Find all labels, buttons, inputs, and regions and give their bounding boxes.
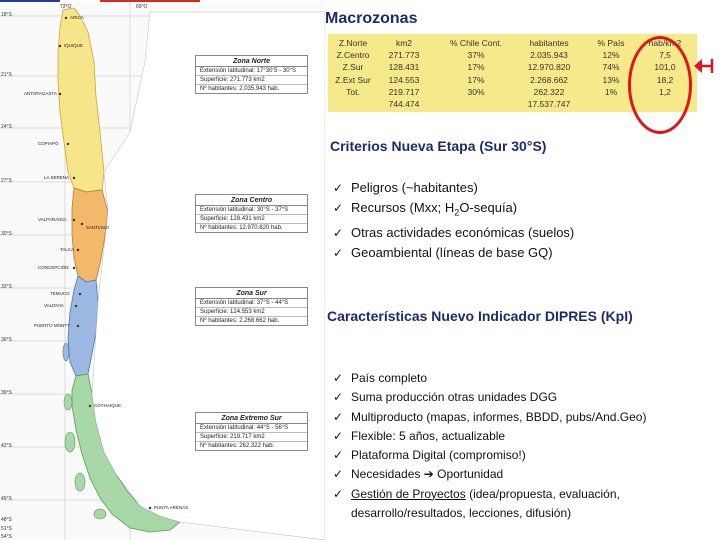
table-col-km2 <box>378 37 430 110</box>
list-item <box>333 408 713 427</box>
city-label: COPIAPÓ <box>38 141 59 146</box>
criterios-heading: Criterios Nueva Etapa (Sur 30°S) <box>330 138 547 154</box>
latitude-label: 51°S <box>1 526 12 532</box>
list-item <box>333 465 713 484</box>
criterios-list <box>333 178 574 264</box>
table-cell: 128.431 <box>388 62 420 73</box>
zona-centro-box <box>195 194 308 233</box>
list-item-text: Suma producción otras unidades DGG <box>351 390 558 405</box>
table-cell: 1% <box>604 86 618 97</box>
zone-line: Superficie: 271.773 km2 <box>196 76 307 85</box>
checkmark-icon: ✓ <box>333 246 344 261</box>
table-header: habitantes <box>529 38 569 48</box>
latitude-label: 39°S <box>1 390 12 396</box>
table-cell: 219.717 <box>388 86 420 97</box>
latitude-label: 54°S <box>1 534 12 540</box>
latitude-label: 27°S <box>1 178 12 184</box>
zona-sur-region <box>68 276 98 376</box>
table-cell: 18,2 <box>656 74 674 85</box>
city-label: ARICA <box>70 15 84 20</box>
latitude-label: 42°S <box>1 443 12 449</box>
highlight-oval <box>628 36 692 134</box>
checkmark-icon: ✓ <box>333 428 344 443</box>
city-label: TEMUCO <box>50 291 70 296</box>
city-label: CONCEPCIÓN <box>38 265 69 270</box>
list-item <box>333 485 713 524</box>
zona-norte-box <box>195 55 308 94</box>
caracteristicas-heading: Características Nuevo Indicador DIPRES (KpI) <box>327 308 633 324</box>
checkmark-icon: ✓ <box>333 467 344 482</box>
table-col-habitantes <box>510 37 588 110</box>
zone-line: Extensión latitudinal: 17°30'S - 30°S <box>196 67 307 76</box>
table-cell: 12.970.820 <box>527 62 571 73</box>
zone-line: Nº habitantes: 2.035.943 hab. <box>200 86 280 92</box>
zone-title: Zona Centro <box>196 195 307 206</box>
list-item <box>333 427 713 446</box>
table-cell: 124.553 <box>388 74 420 85</box>
zone-line: Nº habitantes: 12.970.820 hab. <box>200 225 283 231</box>
table-cell: 12% <box>602 50 620 61</box>
checkmark-icon: ✓ <box>333 486 344 501</box>
latitude-label: 21°S <box>1 72 12 78</box>
table-header: % Chile Cont. <box>450 38 502 48</box>
list-item <box>333 388 713 407</box>
latitude-label: 48°S <box>1 517 12 523</box>
table-cell: 271.773 <box>388 50 420 61</box>
list-item-text: Flexible: 5 años, actualizable <box>351 428 506 443</box>
city-label: VALDIVIA <box>44 303 64 308</box>
table-cell: Z.Centro <box>336 50 370 61</box>
zone-title: Zona Extremo Sur <box>196 413 307 424</box>
longitude-label: 69°O <box>136 4 148 10</box>
table-cell: 2.268.662 <box>530 74 568 85</box>
table-cell: 17% <box>467 62 485 73</box>
zona-extremo-sur-box <box>195 412 308 451</box>
latitude-label: 33°S <box>1 284 12 290</box>
list-item <box>333 198 574 223</box>
list-item-text: Plataforma Digital (compromiso!) <box>351 448 526 463</box>
longitude-label: 72°O <box>60 4 72 10</box>
zone-line: Extensión latitudinal: 44°S - 56°S <box>196 424 307 433</box>
list-item-text: Geoambiental (líneas de base GQ) <box>351 245 553 261</box>
zona-sur-box <box>195 287 308 326</box>
zone-line: Nº habitantes: 262.322 hab. <box>200 443 275 449</box>
latitude-label: 45°S <box>1 496 12 502</box>
checkmark-icon: ✓ <box>333 226 344 241</box>
table-col-labels <box>330 37 376 98</box>
list-item-text: País completo <box>351 371 428 385</box>
list-item <box>333 369 713 388</box>
list-item <box>333 243 574 263</box>
table-cell: 17.537.747 <box>527 99 571 110</box>
list-item-text: Recursos (Mxx; $H_2O-sequía$) <box>351 200 518 218</box>
table-col-pct-chile <box>438 37 514 98</box>
table-cell: 13% <box>602 74 620 85</box>
checkmark-icon: ✓ <box>333 371 344 385</box>
zone-line: Nº habitantes: 2.268.662 hab. <box>200 318 280 324</box>
zone-line: Extensión latitudinal: 30°S - 37°S <box>196 206 307 215</box>
chile-map <box>0 2 325 540</box>
table-cell: Z.Ext Sur <box>335 74 371 85</box>
checkmark-icon: ✓ <box>333 409 344 424</box>
list-item-text: Necesidades ➔ Oportunidad <box>351 467 504 482</box>
list-item-text: Peligros (~habitantes) <box>351 180 478 195</box>
table-cell: 7,5 <box>659 50 671 61</box>
table-cell: 744.474 <box>388 99 420 110</box>
checkmark-icon: ✓ <box>333 390 344 405</box>
list-item <box>333 178 574 198</box>
table-cell: 37% <box>467 50 485 61</box>
zone-line: Extensión latitudinal: 37°S - 44°S <box>196 299 307 308</box>
zone-line: Superficie: 128.431 km2 <box>196 215 307 224</box>
table-cell: Z.Norte <box>338 38 368 48</box>
zone-title: Zona Sur <box>196 288 307 299</box>
list-item-text: Otras actividades económicas (suelos) <box>351 225 575 241</box>
zone-title: Zona Norte <box>196 56 307 67</box>
latitude-label: 24°S <box>1 124 12 130</box>
city-label: IQUIQUE <box>64 43 84 48</box>
caracteristicas-list <box>333 369 713 523</box>
checkmark-icon: ✓ <box>333 201 344 216</box>
zone-line: Superficie: 219.717 km2 <box>196 433 307 442</box>
table-cell: Z.Sur <box>342 62 364 73</box>
city-label: PUNTA ARENAS <box>154 505 189 510</box>
page-title: Macrozonas <box>325 10 418 27</box>
arrow-right-icon: ➔ <box>423 467 434 482</box>
table-header: % País <box>597 38 625 48</box>
table-cell: 1,2 <box>659 86 671 97</box>
list-item-text: Gestión de Proyectos (idea/propuesta, evaluación, desarrollo/resultados, lecciones, difusión) <box>351 486 620 521</box>
latitude-label: 30°S <box>1 231 12 237</box>
city-label: PUERTO MONTT <box>34 323 70 328</box>
highlight-arrow-icon <box>694 58 714 74</box>
table-cell: 74% <box>602 62 620 73</box>
table-cell: 17% <box>467 74 485 85</box>
list-item-text: Multiproducto (mapas, informes, BBDD, pubs/And.Geo) <box>351 409 647 424</box>
latitude-label: 18°S <box>1 12 12 18</box>
table-cell: Tot. <box>346 86 360 97</box>
checkmark-icon: ✓ <box>333 181 344 195</box>
table-cell: 2.035.943 <box>530 50 568 61</box>
list-item <box>333 446 713 465</box>
city-label: LA SERENA <box>44 175 70 180</box>
checkmark-icon: ✓ <box>333 448 344 463</box>
table-cell: 101,0 <box>654 62 676 73</box>
city-label: VALPARAÍSO <box>38 217 66 222</box>
list-item <box>333 223 574 243</box>
city-label: ANTOFAGASTA <box>24 91 57 96</box>
city-label: COYHAIQUE <box>94 403 122 408</box>
latitude-label: 36°S <box>1 337 12 343</box>
table-header: km2 <box>395 38 413 48</box>
table-cell: 262.322 <box>533 86 565 97</box>
city-label: SANTIAGO <box>86 225 110 230</box>
zone-line: Superficie: 124.553 km2 <box>196 308 307 317</box>
table-header: hab/km2 <box>648 38 682 48</box>
table-cell: 30% <box>467 86 485 97</box>
city-label: TALCA <box>60 247 75 252</box>
